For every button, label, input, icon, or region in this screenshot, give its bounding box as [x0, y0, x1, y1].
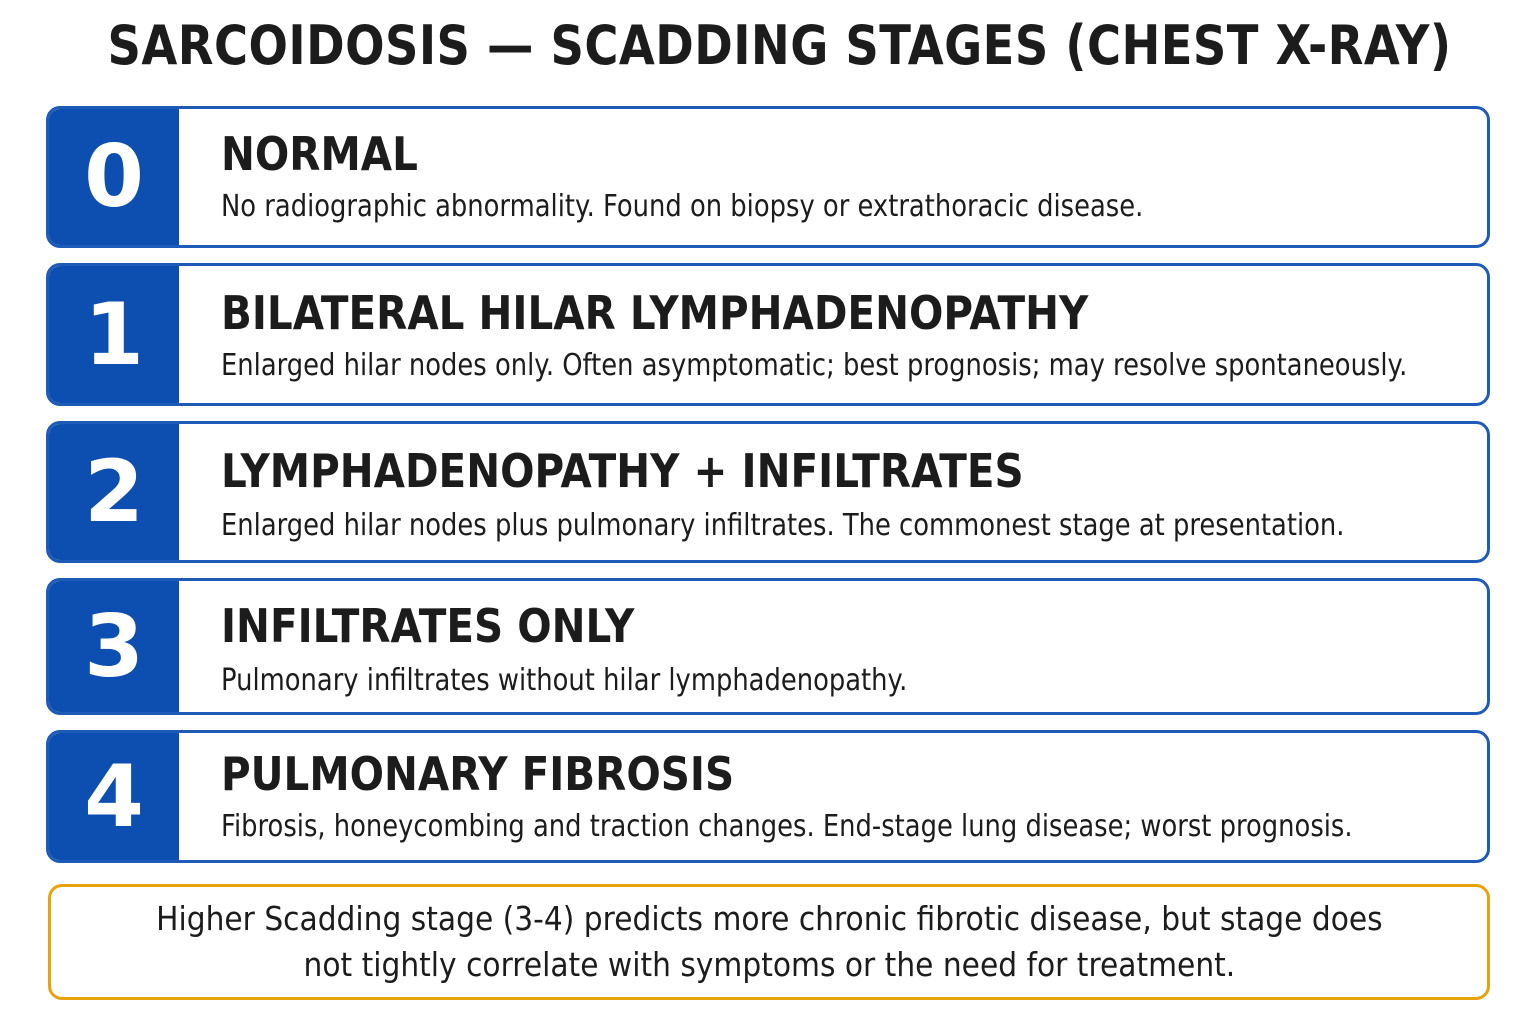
stage-heading: NORMAL	[221, 127, 418, 181]
summary-note-line-1: Higher Scadding stage (3-4) predicts more chronic fibrotic disease, but stage does	[155, 899, 1383, 938]
stage-number-badge: 4	[49, 733, 179, 860]
summary-note	[48, 884, 1490, 1000]
stage-description: Enlarged hilar nodes only. Often asymptomatic; best prognosis; may resolve spontaneously.	[221, 348, 1408, 383]
stage-heading: BILATERAL HILAR LYMPHADENOPATHY	[221, 286, 1089, 340]
stage-number-badge: 1	[49, 266, 179, 403]
stage-heading: LYMPHADENOPATHY + INFILTRATES	[221, 444, 1024, 498]
summary-note-text	[156, 896, 1382, 988]
stage-card-1	[46, 263, 1490, 406]
stage-heading: PULMONARY FIBROSIS	[221, 747, 735, 801]
stage-number-badge: 2	[49, 424, 179, 560]
stage-description: Fibrosis, honeycombing and traction changes. End-stage lung disease; worst prognosis.	[221, 809, 1353, 844]
summary-note-line-2: not tightly correlate with symptoms or the need for treatment.	[303, 945, 1235, 984]
stage-card-4	[46, 730, 1490, 863]
stage-number-badge: 3	[49, 581, 179, 712]
page-title: SARCOIDOSIS — SCADDING STAGES (CHEST X-RAY)	[107, 14, 1452, 77]
stage-card-2	[46, 421, 1490, 563]
stage-description: Pulmonary infiltrates without hilar lymphadenopathy.	[221, 663, 908, 698]
stage-description: No radiographic abnormality. Found on biopsy or extrathoracic disease.	[221, 189, 1144, 224]
stage-heading: INFILTRATES ONLY	[221, 599, 635, 653]
stage-card-0	[46, 106, 1490, 248]
stage-number-badge: 0	[49, 109, 179, 245]
stage-description: Enlarged hilar nodes plus pulmonary infiltrates. The commonest stage at presentation.	[221, 508, 1345, 543]
stage-card-3	[46, 578, 1490, 715]
